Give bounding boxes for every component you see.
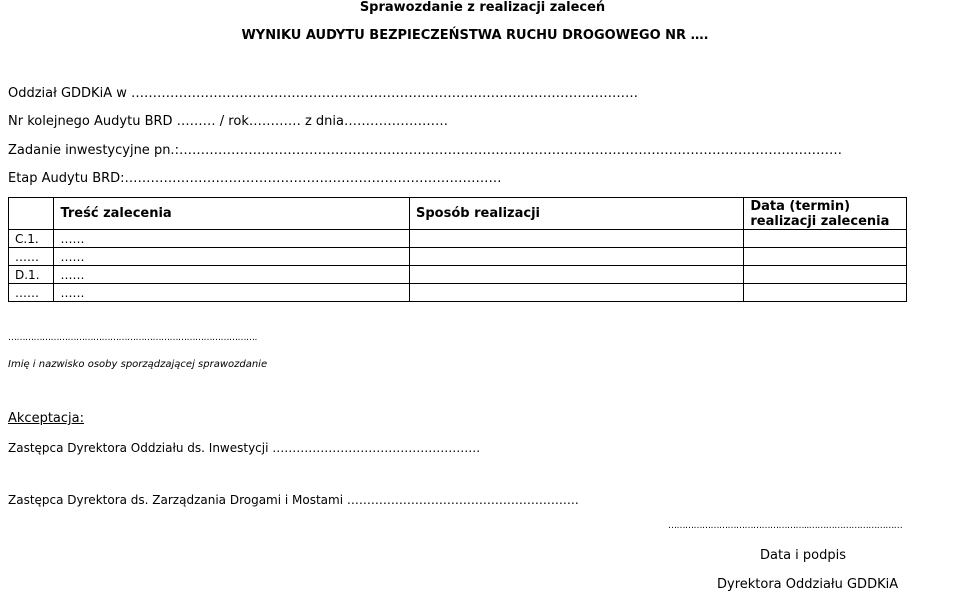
cell-id: D.1. <box>9 266 54 284</box>
table-header-row <box>9 198 907 230</box>
director-label: Dyrektora Oddziału GDDKiA <box>717 577 899 592</box>
cell-id: …… <box>9 248 54 266</box>
cell-sposob <box>410 284 744 302</box>
header-cell-data: Data (termin) realizacji zalecenia <box>744 198 907 230</box>
cell-sposob <box>410 230 744 248</box>
table-row <box>9 230 907 248</box>
cell-data <box>744 230 907 248</box>
table-row <box>9 266 907 284</box>
date-signature-label: Data i podpis <box>760 548 847 563</box>
cell-sposob <box>410 248 744 266</box>
cell-id: C.1. <box>9 230 54 248</box>
cell-tresc: …… <box>54 284 410 302</box>
field-oddzial: Oddział GDDKiA w ……………………………………………………………………………………………………… <box>8 86 638 101</box>
recommendations-table <box>8 197 907 302</box>
cell-data <box>744 248 907 266</box>
cell-data <box>744 266 907 284</box>
table-row <box>9 248 907 266</box>
deputy-roads-line: Zastępca Dyrektora ds. Zarządzania Drogami i Mostami …………………………………………………. <box>8 493 579 507</box>
cell-id: …… <box>9 284 54 302</box>
signature-line: ……………………………………………………………………………. <box>8 333 257 343</box>
signature-label: Imię i nazwisko osoby sporządzającej sprawozdanie <box>8 359 268 370</box>
header-cell-id <box>9 198 54 230</box>
field-etap: Etap Audytu BRD:…………………………………………………………………………… <box>8 171 502 186</box>
cell-sposob <box>410 266 744 284</box>
table-row <box>9 284 907 302</box>
document-title: Sprawozdanie z realizacji zaleceń <box>359 0 606 15</box>
field-zadanie: Zadanie inwestycyjne pn.:……………………………………………………………………………………………………………………………………… <box>8 143 842 158</box>
header-cell-sposob: Sposób realizacji <box>410 198 744 230</box>
acceptance-heading: Akceptacja: <box>8 411 84 426</box>
document-subtitle: WYNIKU AUDYTU BEZPIECZEŃSTWA RUCHU DROGOWEGO NR …. <box>241 28 709 43</box>
field-nr-audytu: Nr kolejnego Audytu BRD ……… / rok………… z dnia…………………… <box>8 114 449 129</box>
cell-tresc: …… <box>54 266 410 284</box>
cell-data <box>744 284 907 302</box>
director-signature-line: …………………………………………..…………………………… <box>668 521 903 531</box>
deputy-investments-line: Zastępca Dyrektora Oddziału ds. Inwestycji ……………………………………………. <box>8 441 481 455</box>
cell-tresc: …… <box>54 230 410 248</box>
header-cell-tresc: Treść zalecenia <box>54 198 410 230</box>
cell-tresc: …… <box>54 248 410 266</box>
